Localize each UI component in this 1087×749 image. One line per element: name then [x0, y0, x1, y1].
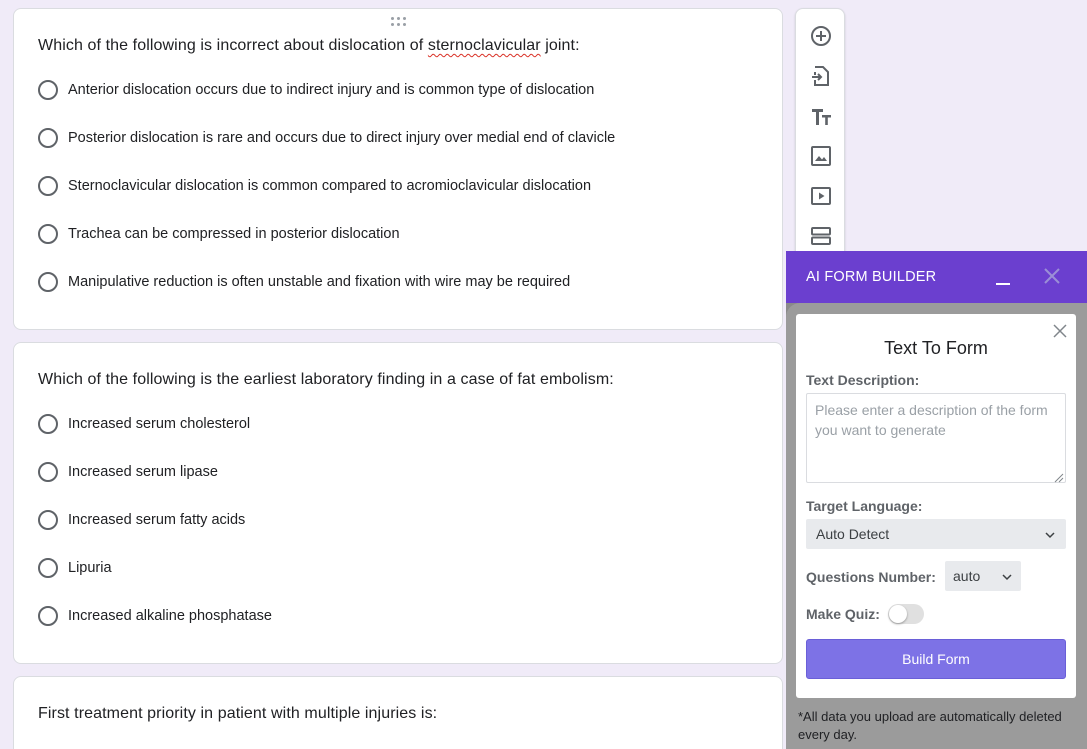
- option-label: Increased serum cholesterol: [68, 416, 251, 432]
- radio-option[interactable]: [38, 78, 594, 102]
- radio-option[interactable]: [38, 174, 591, 198]
- add-section-icon[interactable]: [808, 223, 834, 249]
- radio-button[interactable]: [38, 606, 58, 626]
- option-label: Increased serum lipase: [68, 464, 218, 480]
- dialog-close-icon[interactable]: [1052, 323, 1068, 339]
- text-description-input[interactable]: [806, 393, 1066, 483]
- radio-button[interactable]: [38, 128, 58, 148]
- radio-option[interactable]: [38, 604, 272, 628]
- target-language-select[interactable]: [806, 519, 1066, 549]
- option-label: Sternoclavicular dislocation is common compared to acromioclavicular dislocation: [68, 178, 592, 194]
- question-card-1[interactable]: [13, 8, 783, 330]
- ai-panel-header: [786, 251, 1087, 303]
- ai-form-builder-panel: [786, 251, 1087, 749]
- target-language-value: Auto Detect: [816, 526, 890, 542]
- radio-button[interactable]: [38, 414, 58, 434]
- option-label: Manipulative reduction is often unstable and fixation with wire may be required: [68, 274, 571, 290]
- misspelled-word: sternoclavicular: [427, 37, 541, 54]
- dialog-heading: Text To Form: [884, 338, 988, 358]
- import-questions-icon[interactable]: [808, 63, 834, 89]
- radio-option[interactable]: [38, 412, 250, 436]
- chevron-down-icon: [1044, 528, 1056, 540]
- add-video-icon[interactable]: [808, 183, 834, 209]
- radio-button[interactable]: [38, 80, 58, 100]
- drag-handle-icon[interactable]: [389, 17, 409, 31]
- text-to-form-dialog: [796, 314, 1076, 698]
- add-image-icon[interactable]: [808, 143, 834, 169]
- question-title: First treatment priority in patient with multiple injuries is:: [38, 705, 438, 722]
- minimize-icon[interactable]: [994, 269, 1014, 287]
- option-label: Lipuria: [68, 560, 112, 576]
- chevron-down-icon: [1001, 570, 1013, 582]
- questions-number-label: Questions Number:: [806, 569, 936, 585]
- close-icon[interactable]: [1042, 266, 1062, 286]
- text-description-label: Text Description:: [806, 372, 920, 388]
- radio-button[interactable]: [38, 558, 58, 578]
- radio-button[interactable]: [38, 176, 58, 196]
- option-label: Trachea can be compressed in posterior dislocation: [68, 226, 400, 242]
- radio-option[interactable]: [38, 126, 615, 150]
- add-question-icon[interactable]: [808, 23, 834, 49]
- question-title: Which of the following is the earliest laboratory finding in a case of fat embolism:: [38, 371, 614, 388]
- add-title-icon[interactable]: [808, 103, 834, 129]
- radio-button[interactable]: [38, 510, 58, 530]
- questions-number-value: auto: [953, 568, 981, 584]
- radio-option[interactable]: [38, 270, 570, 294]
- question-card-3[interactable]: [13, 676, 783, 749]
- option-label: Increased alkaline phosphatase: [68, 608, 272, 624]
- resize-grip-icon[interactable]: [1052, 470, 1064, 482]
- question-card-2[interactable]: [13, 342, 783, 664]
- make-quiz-label: Make Quiz:: [806, 606, 880, 622]
- ai-panel-title: AI FORM BUILDER: [806, 269, 937, 285]
- question-title: Which of the following is incorrect about dislocation of sternoclavicular joint:: [38, 37, 580, 54]
- radio-button[interactable]: [38, 462, 58, 482]
- build-form-button[interactable]: Build Form: [806, 639, 1066, 679]
- option-label: Increased serum fatty acids: [68, 512, 246, 528]
- option-label: Posterior dislocation is rare and occurs due to direct injury over medial end of clavicle: [68, 130, 616, 146]
- radio-button[interactable]: [38, 224, 58, 244]
- radio-button[interactable]: [38, 272, 58, 292]
- make-quiz-toggle[interactable]: [888, 604, 924, 624]
- target-language-label: Target Language:: [806, 498, 923, 514]
- data-deletion-note: *All data you upload are automatically deleted every day.: [798, 709, 1062, 742]
- option-label: Anterior dislocation occurs due to indirect injury and is common type of dislocation: [68, 82, 595, 98]
- toggle-knob: [889, 605, 907, 623]
- radio-option[interactable]: [38, 508, 245, 532]
- radio-option[interactable]: [38, 556, 112, 580]
- radio-option[interactable]: [38, 460, 218, 484]
- questions-number-select[interactable]: [945, 561, 1021, 591]
- radio-option[interactable]: [38, 222, 400, 246]
- form-toolbar: [795, 8, 845, 260]
- ai-panel-body: [786, 303, 1087, 749]
